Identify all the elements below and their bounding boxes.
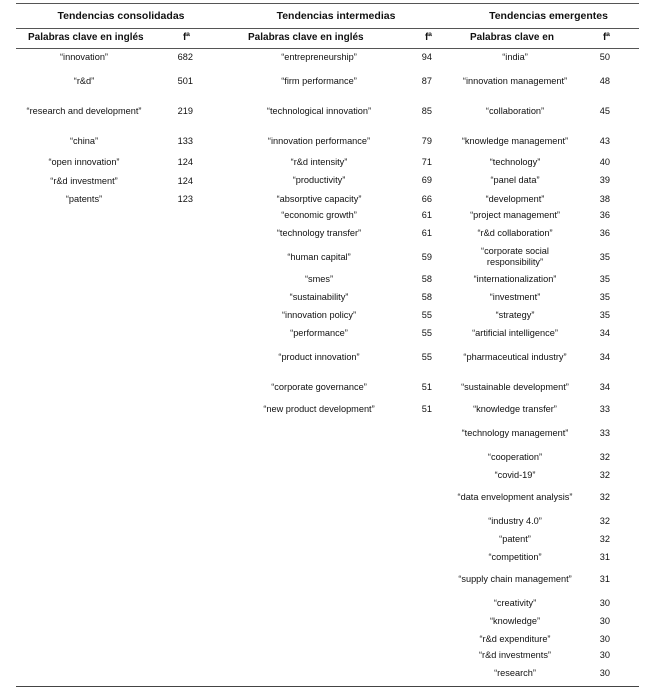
frequency-cell-emerging: 39 — [599, 175, 610, 185]
frequency-cell-emerging: 40 — [599, 157, 610, 167]
keyword-cell-emerging: “industry 4.0” — [488, 516, 542, 526]
frequency-cell-emerging: 35 — [599, 274, 610, 284]
keyword-cell-intermediate: “corporate governance” — [271, 381, 367, 392]
keyword-cell-emerging: “india” — [502, 52, 528, 62]
table-top-rule — [16, 3, 639, 4]
keyword-cell-intermediate: “innovation policy” — [281, 310, 357, 320]
keyword-cell-consolidated: “research and development” — [26, 105, 142, 116]
frequency-cell-emerging: 48 — [599, 75, 610, 86]
section-title-emerging: Tendencias emergentes — [489, 10, 608, 22]
keyword-cell-emerging: “development” — [485, 194, 545, 204]
frequency-cell-emerging: 30 — [599, 616, 610, 626]
keyword-cell-emerging: “creativity” — [493, 598, 537, 608]
keyword-cell-emerging: “sustainable development” — [461, 381, 569, 392]
frequency-cell-consolidated: 501 — [177, 75, 193, 86]
col-header-keyword-intermediate: Palabras clave en inglés — [248, 32, 364, 43]
frequency-cell-consolidated: 682 — [177, 52, 193, 62]
frequency-cell-emerging: 31 — [599, 552, 610, 562]
frequency-cell-consolidated: 124 — [177, 157, 193, 167]
frequency-cell-intermediate: 58 — [421, 274, 432, 284]
keyword-cell-intermediate: “performance” — [290, 328, 348, 338]
keyword-cell-emerging: “patent” — [499, 534, 531, 544]
table-bottom-rule — [16, 686, 639, 687]
keyword-cell-emerging: “corporate social responsibility” — [481, 246, 549, 267]
section-title-consolidated: Tendencias consolidadas — [57, 10, 185, 22]
section-title-intermediate: Tendencias intermedias — [276, 10, 396, 22]
keyword-cell-emerging: “technology” — [489, 157, 541, 167]
keyword-cell-emerging: “competition” — [488, 552, 542, 562]
keyword-cell-emerging: “knowledge” — [489, 616, 541, 626]
keyword-cell-emerging: “r&d collaboration” — [477, 228, 553, 238]
keyword-cell-intermediate: “sustainability” — [289, 292, 349, 302]
table-footnote — [16, 688, 18, 695]
keyword-cell-emerging: “knowledge management” — [461, 135, 569, 146]
frequency-cell-intermediate: 55 — [421, 310, 432, 320]
frequency-cell-consolidated: 133 — [177, 135, 193, 146]
keyword-cell-consolidated: “r&d investment” — [50, 176, 118, 186]
frequency-cell-consolidated: 123 — [177, 194, 193, 204]
frequency-cell-consolidated: 219 — [177, 105, 193, 116]
keyword-cell-intermediate: “human capital” — [287, 251, 351, 262]
keyword-cell-intermediate: “technology transfer” — [276, 228, 362, 238]
keyword-cell-emerging: “supply chain management” — [458, 573, 572, 584]
keyword-cell-intermediate: “economic growth” — [281, 210, 357, 220]
frequency-cell-intermediate: 71 — [421, 157, 432, 167]
frequency-cell-emerging: 32 — [599, 491, 610, 502]
frequency-cell-emerging: 32 — [599, 534, 610, 544]
col-header-freq-intermediate: fª — [424, 32, 432, 43]
frequency-cell-intermediate: 85 — [421, 105, 432, 116]
frequency-cell-emerging: 32 — [599, 470, 610, 480]
keyword-cell-emerging: “investment” — [489, 292, 541, 302]
keyword-cell-consolidated: “china” — [69, 135, 99, 146]
keyword-cell-intermediate: “innovation performance” — [267, 135, 371, 146]
frequency-cell-intermediate: 51 — [421, 381, 432, 392]
keyword-cell-emerging: “research” — [494, 667, 536, 678]
frequency-cell-emerging: 32 — [599, 452, 610, 462]
keyword-cell-intermediate: “technological innovation” — [266, 105, 372, 116]
keyword-cell-emerging: “panel data” — [490, 175, 540, 185]
keyword-cell-emerging: “r&d expenditure” — [479, 634, 551, 644]
frequency-cell-consolidated: 124 — [177, 176, 193, 186]
frequency-cell-intermediate: 61 — [421, 210, 432, 220]
keyword-cell-emerging: “pharmaceutical industry” — [463, 351, 567, 362]
frequency-cell-emerging: 43 — [599, 135, 610, 146]
keyword-cell-consolidated: “open innovation” — [48, 157, 120, 167]
frequency-cell-intermediate: 87 — [421, 75, 432, 86]
frequency-cell-emerging: 34 — [599, 381, 610, 392]
keyword-cell-emerging: “artificial intelligence” — [472, 328, 558, 338]
keyword-cell-consolidated: “innovation” — [59, 52, 108, 62]
frequency-cell-emerging: 35 — [599, 310, 610, 320]
frequency-cell-emerging: 30 — [599, 634, 610, 644]
keyword-cell-intermediate: “smes” — [304, 274, 334, 284]
frequency-cell-emerging: 31 — [599, 573, 610, 584]
frequency-cell-emerging: 30 — [599, 650, 610, 660]
col-header-freq-consolidated: fª — [182, 32, 190, 43]
keyword-cell-consolidated: “r&d” — [73, 75, 95, 86]
frequency-cell-emerging: 33 — [599, 404, 610, 414]
keyword-cell-intermediate: “absorptive capacity” — [276, 194, 362, 204]
keyword-cell-emerging: “internationalization” — [473, 274, 557, 284]
keyword-cell-emerging: “knowledge transfer” — [473, 404, 557, 414]
keyword-cell-emerging: “innovation management” — [462, 75, 568, 86]
section-header-rule — [16, 28, 639, 29]
frequency-cell-emerging: 34 — [599, 328, 610, 338]
frequency-cell-emerging: 30 — [599, 598, 610, 608]
frequency-cell-intermediate: 55 — [421, 351, 432, 362]
frequency-cell-intermediate: 94 — [421, 52, 432, 62]
frequency-cell-emerging: 32 — [599, 516, 610, 526]
frequency-cell-intermediate: 61 — [421, 228, 432, 238]
frequency-cell-emerging: 50 — [599, 52, 610, 62]
keyword-cell-consolidated: “patents” — [65, 194, 103, 204]
keyword-cell-emerging: “strategy” — [495, 310, 535, 320]
frequency-cell-emerging: 45 — [599, 105, 610, 116]
col-header-keyword-consolidated: Palabras clave en inglés — [28, 32, 144, 43]
col-header-keyword-emerging: Palabras clave en — [470, 32, 554, 43]
col-header-freq-emerging: fª — [602, 32, 610, 43]
frequency-cell-intermediate: 55 — [421, 328, 432, 338]
frequency-cell-emerging: 35 — [599, 292, 610, 302]
frequency-cell-emerging: 36 — [599, 210, 610, 220]
keyword-cell-emerging: “cooperation” — [487, 452, 543, 462]
frequency-cell-emerging: 30 — [599, 667, 610, 678]
frequency-cell-emerging: 34 — [599, 351, 610, 362]
keyword-cell-emerging: “covid-19” — [494, 470, 536, 480]
column-header-rule — [16, 48, 639, 49]
frequency-cell-intermediate: 79 — [421, 135, 432, 146]
keyword-cell-emerging: “project management” — [470, 210, 560, 220]
keyword-cell-intermediate: “product innovation” — [278, 351, 360, 362]
keyword-cell-intermediate: “entrepreneurship” — [281, 52, 357, 62]
keyword-cell-intermediate: “firm performance” — [281, 75, 357, 86]
frequency-cell-emerging: 36 — [599, 228, 610, 238]
frequency-cell-intermediate: 59 — [421, 251, 432, 262]
frequency-cell-intermediate: 51 — [421, 404, 432, 414]
keyword-cell-emerging: “technology management” — [461, 427, 569, 438]
keyword-cell-emerging: “collaboration” — [485, 105, 545, 116]
keyword-cell-intermediate: “productivity” — [292, 175, 346, 185]
frequency-cell-intermediate: 58 — [421, 292, 432, 302]
frequency-cell-emerging: 38 — [599, 194, 610, 204]
keyword-cell-emerging: “data envelopment analysis” — [457, 491, 573, 502]
frequency-cell-intermediate: 69 — [421, 175, 432, 185]
frequency-cell-emerging: 33 — [599, 427, 610, 438]
keyword-cell-intermediate: “r&d intensity” — [290, 157, 348, 167]
frequency-cell-intermediate: 66 — [421, 194, 432, 204]
frequency-cell-emerging: 35 — [599, 251, 610, 262]
keyword-cell-emerging: “r&d investments” — [479, 650, 551, 660]
keyword-cell-intermediate: “new product development” — [263, 404, 375, 414]
